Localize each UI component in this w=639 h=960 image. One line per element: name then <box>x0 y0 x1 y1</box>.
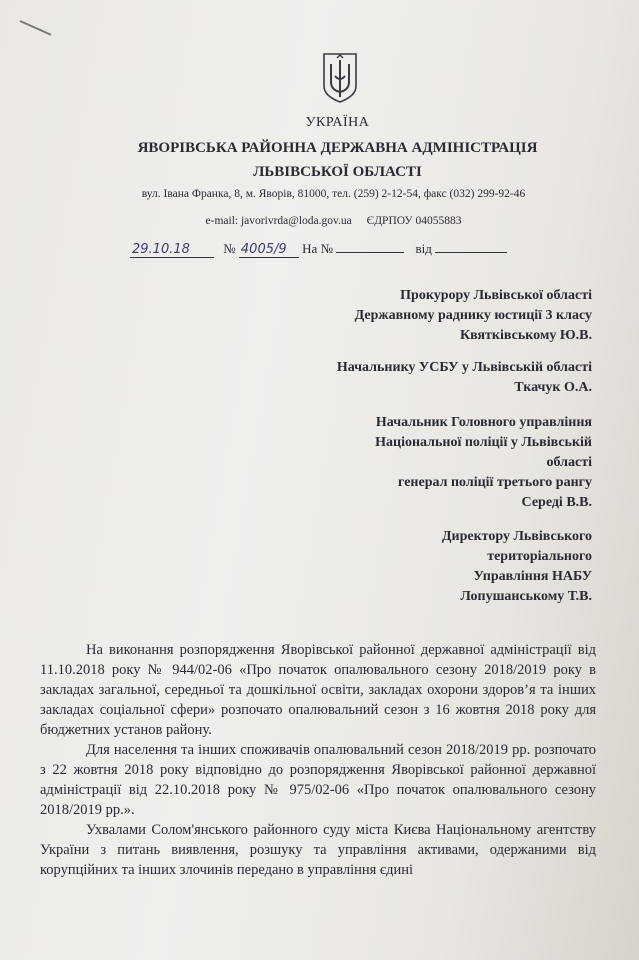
addressee-line: Директору Львівського <box>441 529 592 544</box>
administration-name: ЯВОРІВСЬКА РАЙОННА ДЕРЖАВНА АДМІНІСТРАЦІЯ <box>137 140 538 156</box>
registration-line <box>130 240 507 258</box>
addressee-prosecutor <box>355 286 592 346</box>
addressee-line: Ткачук О.А. <box>514 380 592 395</box>
region-name: ЛЬВІВСЬКОЇ ОБЛАСТІ <box>253 164 422 180</box>
body-paragraph: На виконання розпорядження Яворівської районної державної адміністрації від 11.10.2018 року № 944/02-06 «Про початок опалювального сезону 2018/2019 року в закладах загальної, середньої та дошкільної освіти, закладах охорони здоров’я та інших закладах соціальної сфери» розпочато опалювальний сезон з 16 жовтня 2018 року для бюджетних установ району. <box>40 642 596 738</box>
body-paragraph: Ухвалами Солом'янського районного суду міста Києва Національному агентству України з питань виявлення, розшуку та управління активами, одержаними від корупційних та інших злочинів передано в управління єдині <box>40 822 596 878</box>
from-label: від <box>415 241 432 256</box>
pen-mark <box>20 20 52 36</box>
addressee-line: Середі В.В. <box>521 495 592 510</box>
addressee-police <box>375 413 592 513</box>
trident-emblem-icon <box>320 52 360 104</box>
country-name: УКРАЇНА <box>305 115 370 130</box>
addressee-nabu <box>442 527 592 607</box>
addressee-sbu <box>337 358 592 398</box>
reply-date-blank <box>435 240 507 253</box>
addressee-line: Квятківському Ю.В. <box>459 328 592 343</box>
addressee-line: області <box>546 455 592 470</box>
addressee-line: Начальнику УСБУ у Львівській області <box>336 360 592 375</box>
address-line: вул. Івана Франка, 8, м. Яворів, 81000, тел. (259) 2-12-54, факс (032) 299-92-46 <box>141 188 526 200</box>
addressee-line: територіального <box>487 549 592 564</box>
addressee-line: Прокурору Львівської області <box>400 288 592 303</box>
addressee-line: генерал поліції третього рангу <box>398 475 592 490</box>
edrpou-code: ЄДРПОУ 04055883 <box>366 215 462 227</box>
number-label: № <box>223 241 236 256</box>
outgoing-date: 29.10.18 <box>130 242 214 258</box>
addressee-line: Управління НАБУ <box>473 569 592 584</box>
addressee-line: Лопушанському Т.В. <box>460 589 592 604</box>
addressee-line: Державному раднику юстиції 3 класу <box>354 308 592 323</box>
contact-line <box>14 215 639 227</box>
letter-body <box>40 640 596 880</box>
reply-label: На № <box>302 241 333 256</box>
reply-number-blank <box>336 240 404 253</box>
outgoing-number: 4005/9 <box>239 242 299 258</box>
addressee-line: Начальник Головного управління <box>375 415 592 430</box>
email: e-mail: javorivrda@loda.gov.ua <box>205 215 352 227</box>
body-paragraph: Для населення та інших споживачів опалювальний сезон 2018/2019 рр. розпочато з 22 жовтня 2018 року відповідно до розпорядження Яворівської районної державної адміністрації від 22.10.2018 року № 975/02-06 «Про початок опалювального сезону 2018/2019 рр.». <box>40 742 596 818</box>
addressee-line: Національної поліції у Львівській <box>375 435 592 450</box>
